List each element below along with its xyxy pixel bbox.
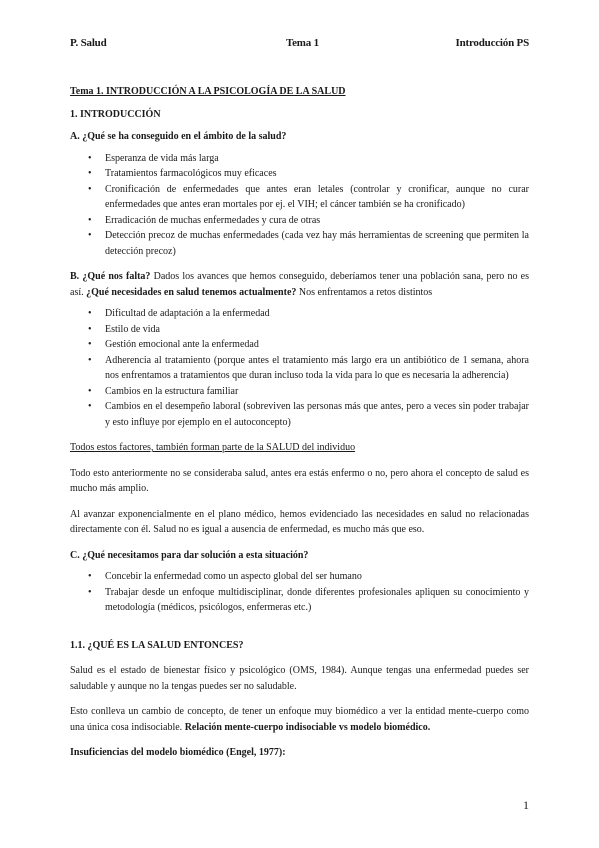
subheading-a: A. ¿Qué se ha conseguido en el ámbito de la salud? <box>70 131 287 142</box>
paragraph: Al avanzar exponencialmente en el plano médico, hemos evidenciado las necesidades en salud no relacionadas directamente con él. Salud no es igual a ausencia de enfermedad, es mucho más que eso. <box>70 508 529 535</box>
subheading-b-question: ¿Qué necesidades en salud tenemos actualmente? <box>86 286 297 298</box>
list-item: • Concebir la enfermedad como un aspecto global del ser humano <box>70 569 529 585</box>
list-item: • Esperanza de vida más larga <box>70 151 529 167</box>
list-item: • Dificultad de adaptación a la enfermedad <box>70 306 529 322</box>
list-item: • Tratamientos farmacológicos muy eficaces <box>70 166 529 182</box>
subheading-insuficiencias: Insuficiencias del modelo biomédico (Engel, 1977): <box>70 747 286 758</box>
underlined-note: Todos estos factores, también forman parte de la SALUD del individuo <box>70 442 356 453</box>
list-item: • Estilo de vida <box>70 322 529 338</box>
list-item: • Cambios en la estructura familiar <box>70 384 529 400</box>
list-item: • Cambios en el desempeño laboral (sobreviven las personas más que antes, pero a veces sin poder trabajar y esto influye por ejemplo en el autoconcepto) <box>70 399 529 430</box>
list-item: • Erradicación de muchas enfermedades y cura de otras <box>70 213 529 229</box>
list-item: • Detección precoz de muchas enfermedades (cada vez hay más herramientas de screening que permiten la detección precoz) <box>70 228 529 259</box>
list-item: • Adherencia al tratamiento (porque antes el tratamiento más largo era un antibiótico de 1 semana, ahora nos enfrentamos a tratamientos que duran incluso toda la vida para lo que es necesaria la adherencia) <box>70 353 529 384</box>
list-c <box>70 569 529 616</box>
document-body <box>70 84 529 761</box>
section-heading-que-es-la-salud: 1.1. ¿QUÉ ES LA SALUD ENTONCES? <box>70 639 244 651</box>
paragraph-bold-text: Relación mente-cuerpo indisociable vs modelo biomédico. <box>184 721 431 733</box>
header-left: P. Salud <box>70 37 107 49</box>
paragraph: Todo esto anteriormente no se consideraba salud, antes era estás enfermo o no, pero ahora el concepto de salud es mucho más amplio. <box>70 467 529 494</box>
subheading-c: C. ¿Qué necesitamos para dar solución a esta situación? <box>70 549 309 561</box>
paragraph-b <box>70 269 529 300</box>
list-item: • Trabajar desde un enfoque multidisciplinar, donde diferentes profesionales apliquen su conocimiento y metodología (médicos, psicólogos, enfermeras etc.) <box>70 585 529 616</box>
paragraph-b-text-1: Dados los avances que hemos conseguido, deberíamos tener una población sana, pero no es así. <box>70 271 529 298</box>
section-heading-introduccion: 1. INTRODUCCIÓN <box>70 108 161 120</box>
paragraph: Salud es el estado de bienestar físico y psicológico (OMS, 1984). Aunque tengas una enfermedad puedes ser saludable y aunque no la tengas puedes ser no saludable. <box>70 665 529 692</box>
document-title: Tema 1. INTRODUCCIÓN A LA PSICOLOGÍA DE LA SALUD <box>70 86 346 97</box>
list-b <box>70 306 529 430</box>
list-a <box>70 151 529 260</box>
header-right: Introducción PS <box>455 37 529 49</box>
subheading-b: B. ¿Qué nos falta? <box>70 271 151 282</box>
page-number: 1 <box>523 798 529 812</box>
list-item: • Cronificación de enfermedades que antes eran letales (controlar y cronificar, aunque no curar enfermedades que antes eran mortales por ej. el VIH; el cáncer también se ha cronificado) <box>70 182 529 213</box>
header-center: Tema 1 <box>286 37 319 49</box>
list-item: • Gestión emocional ante la enfermedad <box>70 337 529 353</box>
paragraph <box>70 704 529 735</box>
paragraph-text: Esto conlleva un cambio de concepto, de tener un enfoque muy biomédico a ver la entidad mente-cuerpo como una única cosa indisociable. <box>70 706 529 733</box>
paragraph-b-text-2: Nos enfrentamos a retos distintos <box>296 286 433 298</box>
